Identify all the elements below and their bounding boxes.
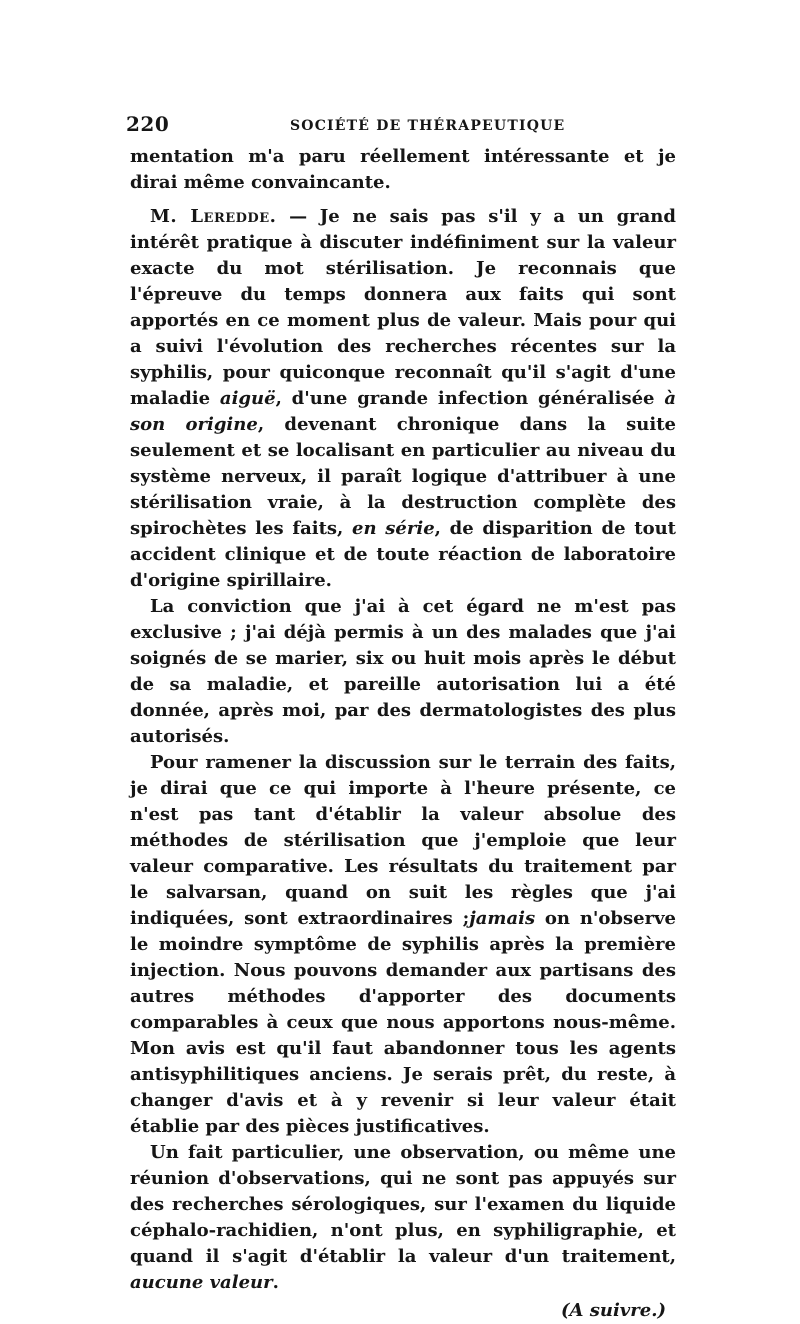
- paragraph-text: .: [272, 1272, 279, 1293]
- paragraph-text: Un fait particulier, une observation, ou même une réunion d'observations, qui ne sont pas appuyés sur des recherches sérologiques, sur l'examen du liquide céphalo-rachidien, n'ont plus, en syphiligraphie, et quand il s'agit d'établir la valeur d'un traitement,: [130, 1142, 676, 1267]
- paragraph-text: — Je ne sais pas s'il y a un grand intérêt pratique à discuter indéfiniment sur la valeur exacte du mot stérilisation. Je reconnais que l'épreuve du temps donnera aux faits qui sont apportés en ce moment plus de valeur. Mais pour qui a suivi l'évolution des recherches récentes sur la syphilis, pour quiconque reconnaît qu'il s'agit d'une maladie: [130, 206, 676, 409]
- to-be-continued-text: (A suivre.): [561, 1300, 666, 1321]
- page-number: 220: [126, 112, 170, 136]
- paragraph-text: , d'une grande infection généralisée: [275, 388, 665, 409]
- page-header: [126, 110, 676, 144]
- paragraph-leredde: [130, 204, 676, 594]
- running-title: SOCIÉTÉ DE THÉRAPEUTIQUE: [290, 118, 566, 134]
- emphasis-text: à son origine: [130, 388, 676, 435]
- paragraph-faits: [130, 750, 676, 1140]
- paragraph-text: Pour ramener la discussion sur le terrain des faits, je dirai que ce qui importe à l'heure présente, ce n'est pas tant d'établir la valeur absolue des méthodes de stérilisation que j'emploie que leur valeur comparative. Les résultats du traitement par le salvarsan, quand on suit les règles que j'ai indiquées, sont extraordinaires ;: [130, 752, 676, 929]
- paragraph-observation: [130, 1140, 676, 1296]
- emphasis-text: jamais: [469, 908, 536, 929]
- paragraph-conviction: La conviction que j'ai à cet égard ne m'est pas exclusive ; j'ai déjà permis à un des malades que j'ai soignés de se marier, six ou huit mois après le début de sa maladie, et pareille autorisation lui a été donnée, après moi, par des dermatologistes des plus autorisés.: [130, 596, 676, 747]
- paragraph-text: on n'observe le moindre symptôme de syphilis après la première injection. Nous pouvons demander aux partisans des autres méthodes d'apporter des documents comparables à ceux que nous apportons nous-même. Mon avis est qu'il faut abandonner tous les agents antisyphilitiques anciens. Je serais prêt, du reste, à changer d'avis et à y revenir si leur valeur était établie par des pièces justificatives.: [130, 908, 676, 1137]
- to-be-continued-note: [130, 1298, 676, 1324]
- emphasis-text: aucune valeur: [130, 1272, 273, 1293]
- emphasis-text: aiguë: [219, 388, 276, 409]
- document-page: [126, 110, 676, 1324]
- paragraph-continuation: mentation m'a paru réellement intéressante et je dirai même convaincante.: [130, 146, 676, 193]
- speaker-name: M. Leredde.: [150, 206, 277, 227]
- paragraph-text: , devenant chronique dans la suite seulement et se localisant en particulier au niveau du système nerveux, il paraît logique d'attribuer à une stérilisation vraie, à la destruction complète des spirochètes les faits,: [130, 414, 676, 539]
- emphasis-text: en série: [352, 518, 435, 539]
- paragraph-text: , de disparition de tout accident clinique et de toute réaction de laboratoire d'origine spirillaire.: [130, 518, 676, 591]
